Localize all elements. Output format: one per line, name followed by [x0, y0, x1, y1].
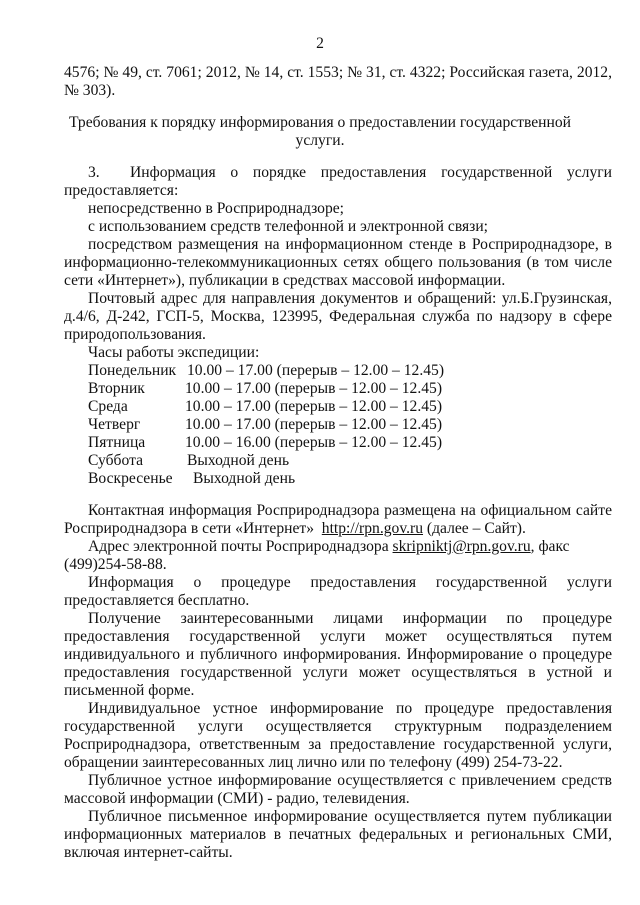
text-line: государственной услуги осуществляется структурным подразделением [64, 718, 612, 735]
text-line: предоставляется бесплатно. [64, 592, 250, 609]
hours-time: Выходной день [193, 470, 296, 487]
text-line: информационно-телекоммуникационных сетях общего пользования (в том числе [64, 254, 612, 271]
hours-time: 10.00 – 17.00 (перерыв – 12.00 – 12.45) [185, 416, 443, 433]
text-line: Росприроднадзора, ответственным за предоставление государственной услуги, [64, 736, 612, 753]
email-link[interactable]: skripniktj@rpn.gov.ru [392, 538, 531, 555]
text-line: письменной форме. [64, 682, 195, 699]
text-line: Получение заинтересованными лицами информации по процедуре [88, 610, 612, 627]
hours-time: 10.00 – 17.00 (перерыв – 12.00 – 12.45) [185, 398, 443, 415]
text-line: Почтовый адрес для направления документов и обращений: ул.Б.Грузинская, [88, 290, 612, 307]
section-title: Требования к порядку информирования о предоставлении государственной [68, 114, 572, 131]
list-item: посредством размещения на информационном стенде в Росприроднадзоре, в [88, 236, 612, 253]
site-link[interactable]: http://rpn.gov.ru [321, 520, 424, 537]
text-line: Публичное устное информирование осуществляется с привлечением средств [88, 772, 612, 789]
list-item: с использованием средств телефонной и электронной связи; [88, 218, 489, 235]
text-line: индивидуального и публичного информирования. Информирование о процедуре [64, 646, 612, 663]
list-item: непосредственно в Росприроднадзоре; [88, 200, 345, 217]
text-line: № 303). [64, 82, 116, 99]
text-line: (499)254-58-88. [64, 556, 167, 573]
paragraph-number: 3. [88, 164, 100, 181]
hours-time: 10.00 – 17.00 (перерыв – 12.00 – 12.45) [187, 362, 445, 379]
text-line: Информация о процедуре предоставления государственной услуги [88, 574, 612, 591]
text-span: , факс [530, 538, 570, 555]
text-line: предоставления государственной услуги может осуществляться в устной и [64, 664, 612, 681]
text-line: предоставляется: [64, 182, 179, 199]
hours-time: 10.00 – 16.00 (перерыв – 12.00 – 12.45) [185, 434, 443, 451]
text-line: обращении заинтересованных лиц лично или по телефону (499) 254-73-22. [64, 754, 563, 771]
hours-day: Понедельник [88, 362, 177, 379]
text-line: сети «Интернет»), публикации в средствах массовой информации. [64, 272, 506, 289]
text-span: Адрес электронной почты Росприроднадзора [88, 538, 393, 555]
hours-day: Суббота [88, 452, 143, 469]
text-line [88, 538, 570, 556]
text-line: природопользования. [64, 326, 206, 343]
section-title: услуги. [295, 132, 345, 149]
hours-time: 10.00 – 17.00 (перерыв – 12.00 – 12.45) [185, 380, 443, 397]
hours-day: Вторник [88, 380, 145, 397]
text-line: Публичное письменное информирование осуществляется путем публикации [88, 808, 612, 825]
text-line: Индивидуальное устное информирование по процедуре предоставления [88, 700, 612, 717]
text-span: (далее – Сайт). [423, 520, 526, 537]
hours-day: Пятница [88, 434, 146, 451]
text-line: Информация о порядке предоставления государственной услуги [130, 164, 612, 181]
text-line: предоставления государственной услуги может осуществляться путем [64, 628, 612, 645]
hours-title: Часы работы экспедиции: [88, 344, 260, 361]
hours-day: Среда [88, 398, 128, 415]
page-number: 2 [316, 35, 324, 52]
text-line: 4576; № 49, ст. 7061; 2012, № 14, ст. 1553; № 31, ст. 4322; Российская газета, 2012, [64, 64, 612, 81]
text-line [64, 520, 526, 538]
text-line: Контактная информация Росприроднадзора размещена на официальном сайте [88, 502, 612, 519]
text-line: д.4/6, Д-242, ГСП-5, Москва, 123995, Федеральная служба по надзору в сфере [64, 308, 612, 325]
text-line: включая интернет-сайты. [64, 844, 233, 861]
hours-day: Четверг [88, 416, 141, 433]
text-span: Росприроднадзора в сети «Интернет» [64, 520, 314, 537]
text-line: информационных материалов в печатных федеральных и региональных СМИ, [64, 826, 612, 843]
hours-day: Воскресенье [88, 470, 173, 487]
text-line: массовой информации (СМИ) - радио, телевидения. [64, 790, 410, 807]
hours-time: Выходной день [187, 452, 290, 469]
